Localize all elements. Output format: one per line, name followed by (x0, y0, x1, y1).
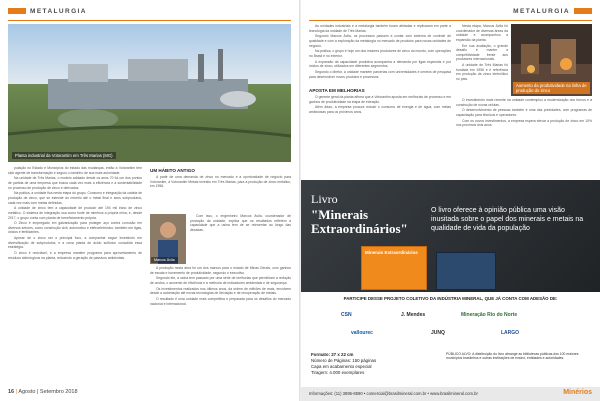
paragraph: Apesar de o zinco ser o principal foco, a companhia segue investindo em diversificação de subprodutos, e a nova planta de ácido sulfúrico consolida essa estratégia. (8, 236, 142, 250)
partner-logo-largo: LARGO (501, 330, 520, 336)
paragraph: O Zinco é empregado em galvanização para proteger aço contra corrosão em diversos setores, como construção civil, automotivo e eletroeletrônico; também em ligas, óxidos e fertilizantes. (8, 221, 142, 235)
ad-subtitle: O livro oferece à opinião pública uma visão inusitada sobre o papel dos minerais e metais na qualidade de vida da população (431, 207, 584, 232)
partners-header: PARTICIPE DESSE PROJETO COLETIVO DA INDÚSTRIA MINERAL, QUE JÁ CONTA COM ADESÃO DE: (343, 296, 558, 301)
left-subhead: UM HÁBITO ANTIGO (150, 168, 195, 173)
right-column-1-top (309, 24, 451, 86)
right-subhead: APOSTA EM MELHORIAS (309, 88, 365, 93)
paragraph: O gerente geral da planta afirma que a Votorantim aposta em melhorias de processo e em ganhos de produtividade na etapa de extração. (309, 95, 451, 104)
section-bar-icon (574, 8, 592, 14)
paragraph: O resultado é uma unidade mais competitiva e preparada para os desafios do mercado nacional e internacional. (150, 297, 291, 306)
ad-title: "Minerais Extraordinários" (311, 207, 408, 236)
ad-kicker: Livro (311, 192, 338, 206)
industrial-plant-illustration (8, 24, 291, 162)
paragraph: Com os novos investimentos, a empresa espera elevar a produção de zinco em 10% nos próximos dois anos. (456, 118, 592, 128)
paragraph: Na prática, o grupo é hoje um dos maiores produtores de zinco do mundo, com operações no Brasil e no exterior. (309, 49, 451, 58)
issue-date: Agosto | Setembro 2018 (18, 389, 78, 395)
book-advertisement (301, 180, 600, 401)
left-column-2-top (150, 175, 291, 215)
portrait-photo (150, 214, 186, 264)
portrait-caption: Marcos Ávila (151, 257, 178, 263)
spec-item: Capa em acabamento especial (311, 364, 372, 369)
paragraph: Os investimentos realizados nos últimos anos, da ordem de milhões de reais, envolvem desde a automação até novas tecnologias de lixiviação e de recuperação de metais. (150, 286, 291, 296)
production-photo (511, 24, 592, 96)
paragraph: A unidade de zinco tem a capacidade de produzir até 194 mil t/ano de zinco metálico. O sistema de integração usa como fonte de minérios a própria mina, e, desde 2017, o grupo conta com planta de beneficiamento própria. (8, 206, 142, 220)
left-section-header (8, 8, 87, 20)
left-column-2-bottom (150, 266, 291, 381)
publisher-logo: Minérios (563, 389, 592, 396)
paragraph: O zinco é reciclável, e a empresa mantém programa para aproveitamento de resíduos siderúrgicos na planta, reduzindo a geração de passivos ambientais. (8, 251, 142, 260)
left-column-1 (8, 166, 142, 381)
paragraph: Nesta etapa, Marcos Ávila foi coordenador de diversas áreas da unidade e acompanhou a expansão da planta. (456, 24, 508, 42)
paragraph: A unidade de Três Marias foi fundada em 1956 e é referência em produção de zinco eletrolítico no país. (456, 63, 508, 81)
paragraph: Em sua avaliação, o grande desafio é manter a competitividade frente aos produtores internacionais. (456, 43, 508, 62)
paragraph: A produção nesta área foi um dos marcos para o estado de Minas Gerais, com ganhos de escala e incremento de produtividade, segundo o executivo. (150, 266, 291, 275)
paragraph: Na unidade de Três Marias, o modelo adotado desde os anos 70 foi um dos pontos de partida de uma empresa que busca cada vez mais a eficiência e a sustentabilidade no processo de produção de zinco e derivados. (8, 176, 142, 190)
public-target: PÚBLICO ALVO: A distribuição do livro abrange as bibliotecas públicas dos 100 maiores municípios brasileiros e outras instituições de ensino, entidades e autoridades. (446, 352, 579, 361)
partner-logo-mrn: Mineração Rio do Norte (461, 312, 518, 318)
ad-contact: Informações: (11) 3895-8590 • comercial@brasilmineral.com.br • www.brasilmineral.com.br (309, 391, 478, 396)
partners-logos (311, 308, 590, 348)
section-bar-icon (8, 8, 26, 14)
right-column-1-bottom (309, 95, 451, 175)
paragraph: Na prática, a unidade fica nesta etapa do grupo. Consumo e integração da cadeia de produção de zinco, que se estende do minério até o metal final e seus subprodutos, cada vez mais com metas definidas. (8, 191, 142, 205)
book-cover-secondary (436, 252, 496, 290)
right-column-2-bottom (456, 98, 592, 178)
ad-header-panel (301, 180, 600, 292)
paragraph: Com isso, o engenheiro Marcos Ávila, coordenador de produção da unidade, explica que os resultados refletem a capacidade que a usina tem de se reinventar ao longo das décadas. (190, 214, 291, 232)
paragraph: A expansão da capacidade produtiva acompanha a demanda por ligas especiais e por óxidos de zinco, utilizados em diferentes segmentos. (309, 59, 451, 69)
partner-logo-csn: CSN (341, 312, 352, 318)
book-specs (311, 352, 441, 376)
right-page (301, 0, 600, 401)
right-section-label: METALURGIA (513, 8, 570, 15)
paragraph: pulação no Estado e Municípios do estado das mudanças, então a Votorantim tem sido agente de transformação e seguiu o caminho de sua mais autoridade. (8, 166, 142, 175)
production-photo-caption: Aumento da produtividade na linha de produção do zinco (513, 82, 590, 94)
plant-photo (8, 24, 291, 162)
paragraph: Além disso, a empresa procura reduzir o consumo de energia e de água, com metas ambiciosas para os próximos anos. (309, 105, 451, 114)
paragraph: O desenvolvimento de pessoas também é uma das prioridades, com programas de capacitação para técnicos e operadores. (456, 108, 592, 117)
plant-photo-caption: Planta industrial da Votorantim em Três Marias (MG) (12, 152, 116, 159)
right-column-2-top (456, 24, 508, 96)
paragraph: Segundo Marcos Ávila, os processos passam a contar com sistema de controle de qualidade e com a exploração da metalurgia no mercado de produtos para novas unidades de negócio. (309, 34, 451, 48)
book-cover (361, 246, 427, 290)
left-header-rule (8, 20, 291, 21)
left-page (0, 0, 299, 401)
partner-logo-jmendes: J. Mendes (401, 312, 426, 318)
spec-item: Número de Páginas: 150 páginas (311, 358, 377, 363)
paragraph: A partir de uma demanda de zinco no mercado e a oportunidade de negócio para Votorantim, a Votorantim Metais investiu em Três Marias, para a produção de zinco metálico, em 1956. (150, 175, 291, 189)
left-footer (8, 389, 78, 395)
paragraph: As unidades industriais e a metalurgia também foram afetadas e replicaram em parte a tecnologia da unidade de Três Marias. (309, 24, 451, 33)
paragraph: Segundo ele, a usina tem passado por uma série de melhorias que permitiram a redução de custos, o aumento de eficiência e a melhoria de indicadores ambientais e de segurança. (150, 276, 291, 285)
paragraph: O investimento mais recente na unidade contemplou a modernização dos fornos e a construção de novas células. (456, 98, 592, 107)
right-section-header (513, 8, 592, 20)
spec-item: Tiragem: 4.000 exemplares (311, 370, 365, 375)
left-section-label: METALURGIA (30, 8, 87, 15)
left-column-2-beside (190, 214, 291, 264)
book-cover-title: Minerais Extraordinários (365, 250, 418, 255)
ad-footer (301, 387, 600, 401)
partner-logo-junq: JUNQ (431, 330, 445, 336)
paragraph: Segundo o diretor, a unidade mantém parcerias com universidades e centros de pesquisa para desenvolver novos produtos e processos. (309, 70, 451, 79)
page-number: 16 (8, 389, 15, 395)
partner-logo-vallourec: vallourec (351, 330, 373, 336)
footer-separator: | (15, 389, 18, 395)
spec-item: Formato: 27 x 22 cm (311, 352, 354, 357)
right-header-rule (309, 20, 592, 21)
